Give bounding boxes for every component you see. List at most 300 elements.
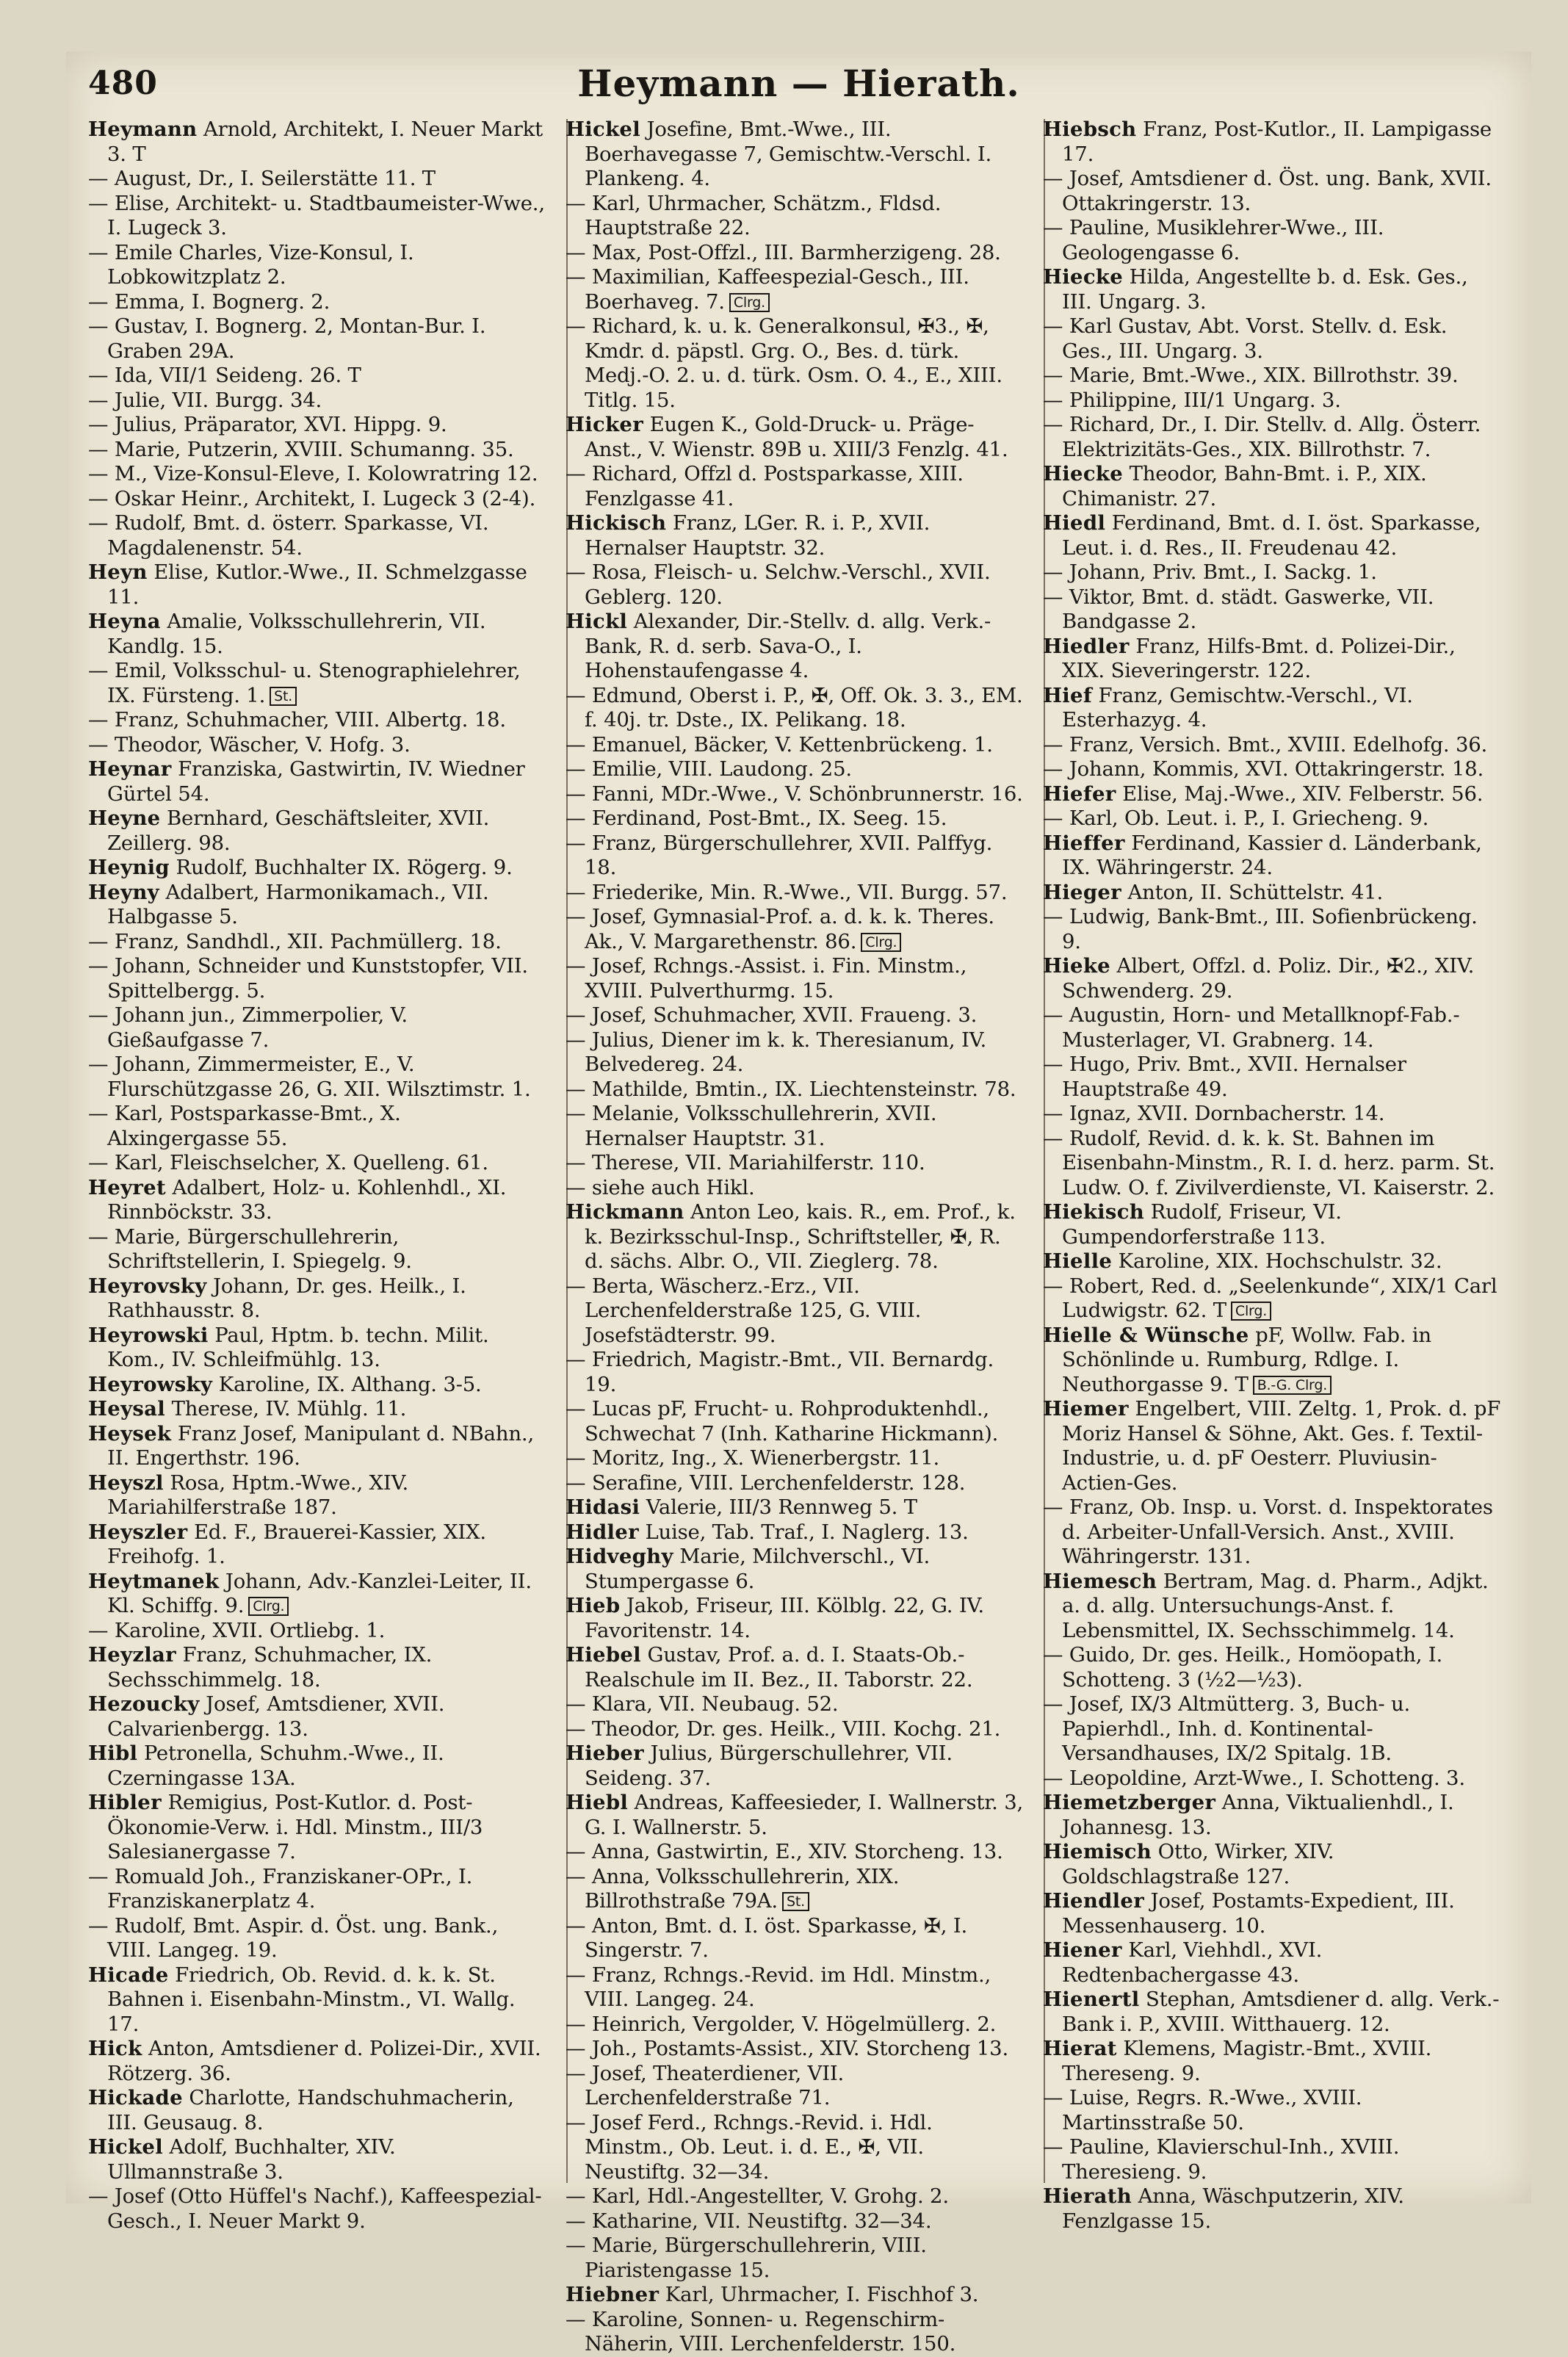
entry-text: — Karoline, Sonnen- u. Regenschirm-Näherin, VIII. Lerchenfelderstr. 150. — [566, 2307, 956, 2356]
entry-badge: St. — [270, 687, 297, 706]
directory-entry — [1043, 684, 1502, 733]
entry-surname: Hielle & Wünsche — [1043, 1323, 1249, 1347]
entry-surname: Heymann — [88, 118, 198, 141]
entry-text: Anton Leo, kais. R., em. Prof., k. k. Bezirksschul-Insp., Schriftsteller, ✠, R. d. sächs. Albr. O., VII. Zieglerg. 78. — [585, 1200, 1016, 1273]
entry-surname: Hieber — [566, 1741, 644, 1765]
entry-surname: Hickel — [566, 118, 640, 141]
entry-text: — Rudolf, Bmt. Aspir. d. Öst. ung. Bank., VIII. Langeg. 19. — [88, 1913, 499, 1962]
directory-entry — [566, 1545, 1025, 1594]
directory-entry — [1043, 635, 1502, 684]
entry-text: pF, Wollw. Fab. in Schönlinde u. Rumburg, Rdlge. I. Neuthorgasse 9. T — [1062, 1323, 1431, 1396]
entry-text: — M., Vize-Konsul-Eleve, I. Kolowratring 12. — [88, 462, 538, 486]
entry-badge: Clrg. — [861, 933, 901, 952]
entry-text: — Karl, Fleischselcher, X. Quelleng. 61. — [88, 1151, 488, 1174]
entry-text: Karoline, IX. Althang. 3-5. — [218, 1372, 482, 1396]
directory-entry — [566, 1471, 1025, 1496]
entry-text: — siehe auch Hikl. — [566, 1175, 755, 1199]
directory-entry — [1043, 2184, 1502, 2234]
directory-entry — [88, 241, 547, 290]
directory-entry — [566, 1274, 1025, 1349]
entry-text: — Maximilian, Kaffeespezial-Gesch., III. Boerhaveg. 7. — [566, 265, 969, 314]
directory-entry — [1043, 389, 1502, 414]
entry-text: — Moritz, Ing., X. Wienerbergstr. 11. — [566, 1446, 940, 1470]
entry-surname: Hiebner — [566, 2283, 660, 2306]
entry-text: — Ferdinand, Post-Bmt., IX. Seeg. 15. — [566, 806, 947, 830]
directory-entry — [566, 2234, 1025, 2283]
directory-entry — [566, 2308, 1025, 2357]
directory-entry — [1043, 167, 1502, 216]
directory-entry — [88, 1471, 547, 1520]
directory-entry — [566, 1028, 1025, 1078]
entry-text: Luise, Tab. Traf., I. Naglerg. 13. — [645, 1520, 969, 1544]
entry-text: Alexander, Dir.-Stellv. d. allg. Verk.-Bank, R. d. serb. Sava-O., I. Hohenstaufengasse 4. — [585, 610, 991, 682]
entry-text: — Emile Charles, Vize-Konsul, I. Lobkowitzplatz 2. — [88, 240, 414, 289]
directory-entry — [1043, 2086, 1502, 2135]
entry-surname: Heyna — [88, 610, 161, 633]
entry-surname: Hiebsch — [1043, 118, 1137, 141]
entry-surname: Hickade — [88, 2086, 183, 2109]
entry-badge: Clrg. — [248, 1597, 289, 1616]
entry-text: — Ignaz, XVII. Dornbacherstr. 14. — [1043, 1102, 1385, 1125]
entry-text: Franz, Post-Kutlor., II. Lampigasse 17. — [1062, 118, 1492, 166]
entry-text: — Friedrich, Magistr.-Bmt., VII. Bernardg. 19. — [566, 1348, 994, 1396]
entry-text: Anton, Amtsdiener d. Polizei-Dir., XVII. Rötzerg. 36. — [107, 2037, 541, 2085]
entry-surname: Hidveghy — [566, 1545, 673, 1568]
directory-entry — [566, 1078, 1025, 1102]
entry-text: — Friederike, Min. R.-Wwe., VII. Burgg. 57. — [566, 880, 1008, 904]
directory-entry — [88, 2086, 547, 2135]
directory-entry — [88, 1274, 547, 1324]
directory-entry — [88, 1520, 547, 1570]
entry-surname: Hiefer — [1043, 782, 1116, 806]
entry-text: Eugen K., Gold-Druck- u. Präge-Anst., V. Wienstr. 89B u. XIII/3 Fenzlg. 41. — [585, 413, 1008, 461]
entry-text: Amalie, Volksschullehrerin, VII. Kandlg. 15. — [107, 610, 486, 658]
entry-surname: Hickl — [566, 610, 628, 633]
column-1 — [88, 118, 547, 2233]
page-number: 480 — [88, 65, 158, 102]
entry-text: Hilda, Angestellte b. d. Esk. Ges., III. Ungarg. 3. — [1062, 265, 1468, 314]
directory-entry — [566, 610, 1025, 684]
entry-text: — Josef, Amtsdiener d. Öst. ung. Bank, XVII. Ottakringerstr. 13. — [1043, 167, 1492, 215]
entry-text: Franz, LGer. R. i. P., XVII. Hernalser Hauptstr. 32. — [585, 511, 931, 560]
entry-text: Bertram, Mag. d. Pharm., Adjkt. a. d. allg. Untersuchungs-Anst. f. Lebensmittel, IX. Sechsschimmelg. 14. — [1062, 1569, 1489, 1642]
entry-text: — Anna, Gastwirtin, E., XIV. Storcheng. 13. — [566, 1840, 1003, 1863]
entry-surname: Hief — [1043, 683, 1092, 707]
entry-text: Arnold, Architekt, I. Neuer Markt 3. T — [107, 118, 543, 166]
entry-text: Anna, Viktualienhdl., I. Johannesg. 13. — [1062, 1791, 1454, 1839]
entry-text: Franz, Schuhmacher, IX. Sechsschimmelg. 18. — [107, 1643, 433, 1692]
entry-text: Anton, II. Schüttelstr. 41. — [1127, 880, 1384, 904]
entry-text: — Julius, Präparator, XVI. Hippg. 9. — [88, 413, 447, 436]
entry-text: — Julius, Diener im k. k. Theresianum, IV. Belvedereg. 24. — [566, 1028, 987, 1076]
directory-entry — [566, 831, 1025, 881]
entry-surname: Heyszl — [88, 1470, 164, 1495]
entry-text: — Karl, Postsparkasse-Bmt., X. Alxingergasse 55. — [88, 1102, 401, 1150]
directory-entry — [88, 1102, 547, 1151]
entry-text: Franz, Gemischtw.-Verschl., VI. Esterhazyg. 4. — [1062, 683, 1413, 732]
entry-text: — Josef, Gymnasial-Prof. a. d. k. k. Theres. Ak., V. Margarethenstr. 86. — [566, 905, 994, 953]
entry-text: Franz, Hilfs-Bmt. d. Polizei-Dir., XIX. Sieveringerstr. 122. — [1062, 634, 1456, 682]
entry-surname: Heyzlar — [88, 1643, 176, 1667]
entry-text: Remigius, Post-Kutlor. d. Post-Ökonomie-Verw. i. Hdl. Minstm., III/3 Salesianergasse 7. — [107, 1791, 483, 1863]
entry-surname: Hickel — [88, 2135, 163, 2159]
entry-text: Stephan, Amtsdiener d. allg. Verk.-Bank i. P., XVIII. Witthauerg. 12. — [1062, 1988, 1500, 2036]
entry-surname: Hielle — [1043, 1249, 1113, 1273]
entry-surname: Hiecke — [1043, 462, 1124, 486]
directory-entry — [1043, 1200, 1502, 1249]
directory-entry — [566, 1643, 1025, 1692]
entry-text: — Josef (Otto Hüffel's Nachf.), Kaffeespezial-Gesch., I. Neuer Markt 9. — [88, 2184, 542, 2233]
entry-surname: Hezoucky — [88, 1692, 200, 1716]
entry-text: — Leopoldine, Arzt-Wwe., I. Schotteng. 3. — [1043, 1766, 1465, 1790]
directory-entry — [1043, 1791, 1502, 1840]
directory-entry — [1043, 1274, 1502, 1324]
directory-entry — [566, 1151, 1025, 1176]
directory-entry — [88, 806, 547, 856]
entry-text: — Elise, Architekt- u. Stadtbaumeister-Wwe., I. Lugeck 3. — [88, 191, 545, 239]
directory-entry — [1043, 585, 1502, 635]
directory-entry — [1043, 1102, 1502, 1127]
directory-entry — [88, 438, 547, 463]
entry-text: — Johann, Schneider und Kunststopfer, VII. Spittelbergg. 5. — [88, 954, 528, 1003]
directory-entry — [88, 314, 547, 364]
entry-surname: Hidasi — [566, 1495, 640, 1519]
directory-entry — [566, 1102, 1025, 1151]
directory-entry — [1043, 806, 1502, 831]
directory-entry — [566, 2209, 1025, 2234]
entry-text: — Robert, Red. d. „Seelenkunde“, XIX/1 Carl Ludwigstr. 62. T — [1043, 1274, 1497, 1322]
directory-entry — [566, 1348, 1025, 1397]
entry-text: — Marie, Bmt.-Wwe., XIX. Billrothstr. 39. — [1043, 364, 1459, 387]
entry-text: — Anton, Bmt. d. I. öst. Sparkasse, ✠, I. Singerstr. 7. — [566, 1913, 968, 1962]
directory-entry — [566, 1717, 1025, 1742]
directory-entry — [566, 782, 1025, 807]
directory-page — [66, 51, 1531, 2356]
directory-entry — [566, 1446, 1025, 1471]
entry-surname: Hieb — [566, 1594, 621, 1617]
entry-text: Rudolf, Buchhalter IX. Rögerg. 9. — [176, 856, 513, 879]
directory-entry — [88, 1003, 547, 1053]
directory-entry — [566, 462, 1025, 511]
directory-entry — [566, 265, 1025, 314]
directory-entry — [1043, 1840, 1502, 1889]
column-2 — [566, 118, 1025, 2356]
directory-entry — [1043, 782, 1502, 807]
directory-entry — [88, 1643, 547, 1692]
entry-surname: Heyn — [88, 560, 148, 584]
directory-entry — [566, 684, 1025, 733]
directory-entry — [1043, 831, 1502, 881]
entry-text: Gustav, Prof. a. d. I. Staats-Ob.-Realschule im II. Bez., II. Taborstr. 22. — [585, 1643, 973, 1692]
entry-surname: Hiendler — [1043, 1889, 1144, 1913]
entry-text: — Guido, Dr. ges. Heilk., Homöopath, I. Schotteng. 3 (½2—½3). — [1043, 1643, 1442, 1692]
entry-surname: Hiekisch — [1043, 1200, 1145, 1224]
entry-text: Franziska, Gastwirtin, IV. Wiedner Gürtel 54. — [107, 757, 525, 806]
entry-text: Adolf, Buchhalter, XIV. Ullmannstraße 3. — [107, 2135, 396, 2184]
directory-entry — [566, 511, 1025, 560]
entry-text: — Hugo, Priv. Bmt., XVII. Hernalser Hauptstraße 49. — [1043, 1053, 1406, 1101]
entry-text: — Klara, VII. Neubaug. 52. — [566, 1692, 839, 1716]
directory-entry — [566, 1963, 1025, 2013]
directory-entry — [566, 1692, 1025, 1717]
directory-entry — [566, 954, 1025, 1003]
entry-text: — Rudolf, Revid. d. k. k. St. Bahnen im Eisenbahn-Minstm., R. I. d. herz. parm. St. Ludw. O. f. Zivilverdienste, VI. Kaiserstr. 2. — [1043, 1126, 1495, 1199]
entry-text: — Franz, Rchngs.-Revid. im Hdl. Minstm., VIII. Langeg. 24. — [566, 1963, 991, 2011]
directory-entry — [1043, 1988, 1502, 2037]
entry-text: — Marie, Bürgerschullehrerin, VIII. Piaristengasse 15. — [566, 2234, 927, 2282]
directory-entry — [1043, 1938, 1502, 1988]
entry-text: — Theodor, Dr. ges. Heilk., VIII. Kochg. 21. — [566, 1717, 1001, 1741]
entry-text: — Augustin, Horn- und Metallknopf-Fab.-Musterlager, VI. Grabnerg. 14. — [1043, 1003, 1460, 1052]
directory-entry — [566, 2283, 1025, 2308]
directory-entry — [88, 757, 547, 806]
directory-entry — [1043, 511, 1502, 560]
entry-text: — Richard, Dr., I. Dir. Stellv. d. Allg. Österr. Elektrizitäts-Ges., XIX. Billrothstr. 7. — [1043, 413, 1481, 461]
entry-surname: Heyrovsky — [88, 1274, 207, 1298]
directory-entry — [1043, 1397, 1502, 1495]
directory-entry — [88, 167, 547, 192]
entry-text: — Richard, Offzl d. Postsparkasse, XIII. Fenzlgasse 41. — [566, 462, 964, 510]
entry-text: — Emil, Volksschul- u. Stenographielehrer, IX. Fürsteng. 1. — [88, 659, 521, 707]
entry-text: — Richard, k. u. k. Generalkonsul, ✠3., ✠, Kmdr. d. päpstl. Grg. O., Bes. d. türk. Medj.-O. 2. u. d. türk. Osm. O. 4., E., XIII. Titlg. 15. — [566, 314, 1002, 412]
directory-entry — [1043, 1003, 1502, 1053]
directory-entry — [88, 610, 547, 659]
directory-entry — [566, 1176, 1025, 1201]
directory-entry — [88, 487, 547, 512]
directory-entry — [88, 2184, 547, 2234]
entry-text: — Gustav, I. Bognerg. 2, Montan-Bur. I. Graben 29A. — [88, 314, 486, 363]
entry-text: — Lucas pF, Frucht- u. Rohproduktenhdl., Schwechat 7 (Inh. Katharine Hickmann). — [566, 1397, 999, 1445]
directory-entry — [88, 462, 547, 487]
entry-text: Karoline, XIX. Hochschulstr. 32. — [1118, 1249, 1442, 1273]
entry-text: — Josef, Theaterdiener, VII. Lerchenfelderstraße 71. — [566, 2061, 845, 2109]
directory-entry — [1043, 1249, 1502, 1274]
directory-entry — [88, 192, 547, 241]
directory-entry — [1043, 1495, 1502, 1570]
entry-surname: Heynar — [88, 757, 172, 781]
entry-text: Valerie, III/3 Rennweg 5. T — [646, 1495, 917, 1519]
entry-text: Elise, Kutlor.-Wwe., II. Schmelzgasse 11. — [107, 560, 527, 609]
entry-text: — Pauline, Musiklehrer-Wwe., III. Geologengasse 6. — [1043, 216, 1384, 264]
entry-text: — Marie, Putzerin, XVIII. Schumanng. 35. — [88, 437, 514, 461]
entry-text: — Joh., Postamts-Assist., XIV. Storcheng 13. — [566, 2037, 1009, 2060]
entry-text: — Johann, Kommis, XVI. Ottakringerstr. 18. — [1043, 757, 1484, 781]
entry-surname: Hidler — [566, 1520, 639, 1544]
entry-surname: Heytmanek — [88, 1569, 220, 1593]
directory-entry — [566, 1865, 1025, 1914]
directory-entry — [88, 364, 547, 389]
entry-text: Theodor, Bahn-Bmt. i. P., XIX. Chimanistr. 27. — [1062, 462, 1427, 510]
entry-text: Josef, Amtsdiener, XVII. Calvarienbergg. 13. — [107, 1692, 445, 1741]
directory-entry — [566, 413, 1025, 462]
entry-text: — Edmund, Oberst i. P., ✠, Off. Ok. 3. 3., EM. f. 40j. tr. Dste., IX. Pelikang. 18. — [566, 683, 1023, 732]
directory-entry — [566, 1594, 1025, 1643]
directory-entry — [566, 881, 1025, 906]
entry-text: — Romuald Joh., Franziskaner-OPr., I. Franziskanerplatz 4. — [88, 1864, 473, 1913]
entry-text: — Rosa, Fleisch- u. Selchw.-Verschl., XVII. Geblerg. 120. — [566, 560, 991, 609]
directory-entry — [1043, 881, 1502, 906]
entry-text: — Johann, Priv. Bmt., I. Sackg. 1. — [1043, 560, 1377, 584]
entry-surname: Hiener — [1043, 1938, 1122, 1962]
entry-text: Ed. F., Brauerei-Kassier, XIX. Freihofg. 1. — [107, 1520, 486, 1568]
entry-text: — Emanuel, Bäcker, V. Kettenbrückeng. 1. — [566, 732, 993, 757]
entry-text: Albert, Offzl. d. Poliz. Dir., ✠2., XIV. Schwenderg. 29. — [1062, 954, 1475, 1003]
entry-surname: Heyrowski — [88, 1323, 209, 1347]
entry-text: — Franz, Schuhmacher, VIII. Albertg. 18. — [88, 708, 506, 732]
entry-text: — Viktor, Bmt. d. städt. Gaswerke, VII. Bandgasse 2. — [1043, 585, 1434, 633]
directory-entry — [566, 905, 1025, 954]
directory-entry — [1043, 1324, 1502, 1398]
entry-text: — Max, Post-Offzl., III. Barmherzigeng. 28. — [566, 240, 1001, 264]
entry-text: Johann, Adv.-Kanzlei-Leiter, II. Kl. Schiffg. 9. — [107, 1569, 532, 1617]
directory-entry — [88, 1692, 547, 1741]
directory-entry — [566, 2184, 1025, 2209]
entry-text: Klemens, Magistr.-Bmt., XVIII. Thereseng. 9. — [1062, 2037, 1432, 2085]
directory-entry — [88, 1570, 547, 1619]
directory-entry — [566, 1397, 1025, 1446]
directory-entry — [1043, 1127, 1502, 1201]
entry-text: — Karl, Hdl.-Angestellter, V. Grohg. 2. — [566, 2184, 949, 2208]
entry-text: Jakob, Friseur, III. Kölblg. 22, G. IV. Favoritenstr. 14. — [585, 1594, 984, 1642]
entry-surname: Hibl — [88, 1741, 138, 1765]
entry-surname: Hiebl — [566, 1791, 629, 1814]
entry-text: Marie, Milchverschl., VI. Stumpergasse 6. — [585, 1545, 931, 1593]
entry-text: Ferdinand, Bmt. d. I. öst. Sparkasse, Leut. i. d. Res., II. Freudenau 42. — [1062, 511, 1481, 560]
directory-entry — [88, 290, 547, 315]
entry-text: — Josef Ferd., Rchngs.-Revid. i. Hdl. Minstm., Ob. Leut. i. d. E., ✠, VII. Neustiftg. 32—34. — [566, 2110, 933, 2184]
entry-text: Rosa, Hptm.-Wwe., XIV. Mariahilferstraße 187. — [107, 1470, 408, 1519]
entry-text: — Pauline, Klavierschul-Inh., XVIII. Theresieng. 9. — [1043, 2135, 1400, 2184]
directory-entry — [1043, 2135, 1502, 2184]
directory-entry — [88, 1373, 547, 1398]
entry-text: — Karoline, XVII. Ortliebg. 1. — [88, 1618, 386, 1642]
entry-text: Bernhard, Geschäftsleiter, XVII. Zeillerg. 98. — [107, 806, 490, 855]
entry-text: — Franz, Sandhdl., XII. Pachmüllerg. 18. — [88, 929, 502, 953]
entry-text: Engelbert, VIII. Zeltg. 1, Prok. d. pF Moriz Hansel & Söhne, Akt. Ges. f. Textil-Industrie, u. d. pF Oesterr. Pluviusin-Actien-Ges. — [1062, 1397, 1501, 1495]
directory-entry — [1043, 1766, 1502, 1791]
entry-text: — Theodor, Wäscher, V. Hofg. 3. — [88, 732, 411, 757]
directory-entry — [566, 2013, 1025, 2037]
directory-entry — [88, 413, 547, 438]
entry-text: — Ludwig, Bank-Bmt., III. Sofienbrückeng. 9. — [1043, 905, 1478, 953]
directory-entry — [88, 1324, 547, 1373]
entry-badge: Clrg. — [1231, 1302, 1271, 1321]
directory-entry — [88, 1619, 547, 1644]
directory-entry — [88, 856, 547, 881]
entry-text: Paul, Hptm. b. techn. Milit. Kom., IV. Schleifmühlg. 13. — [107, 1323, 489, 1371]
entry-text: Ferdinand, Kassier d. Länderbank, IX. Währingerstr. 24. — [1062, 831, 1482, 879]
entry-text: Karl, Uhrmacher, I. Fischhof 3. — [665, 2283, 979, 2306]
entry-surname: Hiecke — [1043, 265, 1124, 289]
entry-text: — Fanni, MDr.-Wwe., V. Schönbrunnerstr. 16. — [566, 782, 1023, 806]
entry-text: — Anna, Volksschullehrerin, XIX. Billrothstraße 79A. — [566, 1864, 900, 1913]
entry-text: — Karl Gustav, Abt. Vorst. Stellv. d. Esk. Ges., III. Ungarg. 3. — [1043, 314, 1448, 363]
entry-surname: Hiemesch — [1043, 1569, 1157, 1593]
entry-text: — Philippine, III/1 Ungarg. 3. — [1043, 388, 1341, 412]
entry-text: Franz Josef, Manipulant d. NBahn., II. Engerthstr. 196. — [107, 1421, 534, 1470]
entry-surname: Hiemetzberger — [1043, 1791, 1216, 1814]
entry-surname: Hibler — [88, 1791, 162, 1814]
entry-text: — Johann jun., Zimmerpolier, V. Gießaufgasse 7. — [88, 1003, 408, 1052]
entry-surname: Hienertl — [1043, 1988, 1140, 2011]
entry-text: — Karl, Uhrmacher, Schätzm., Fldsd. Hauptstraße 22. — [566, 191, 942, 239]
directory-entry — [566, 1495, 1025, 1520]
entry-text: — Josef, IX/3 Altmütterg. 3, Buch- u. Papierhdl., Inh. d. Kontinental-Versandhauses, IX/2 Spitalg. 1B. — [1043, 1692, 1411, 1765]
directory-entry — [1043, 1692, 1502, 1766]
entry-text: — Serafine, VIII. Lerchenfelderstr. 128. — [566, 1470, 966, 1495]
entry-text: Andreas, Kaffeesieder, I. Wallnerstr. 3, G. I. Wallnerstr. 5. — [585, 1791, 1024, 1839]
entry-surname: Hickisch — [566, 511, 667, 535]
entry-surname: Hicade — [88, 1963, 169, 1987]
entry-badge: B.-G. Clrg. — [1253, 1376, 1332, 1395]
entry-text: — Therese, VII. Mariahilferstr. 110. — [566, 1151, 925, 1174]
directory-entry — [88, 659, 547, 708]
entry-text: — Karl, Ob. Leut. i. P., I. Griecheng. 9. — [1043, 806, 1429, 830]
entry-surname: Hierath — [1043, 2184, 1132, 2208]
directory-entry — [88, 2135, 547, 2184]
directory-entry — [566, 118, 1025, 192]
entry-surname: Heyszler — [88, 1520, 188, 1544]
entry-surname: Heyne — [88, 806, 161, 830]
directory-entry — [1043, 560, 1502, 585]
directory-entry — [88, 1397, 547, 1422]
entry-text: — Katharine, VII. Neustiftg. 32—34. — [566, 2209, 932, 2233]
directory-entry — [1043, 1889, 1502, 1938]
entry-surname: Heynig — [88, 856, 170, 879]
entry-text: — Franz, Ob. Insp. u. Vorst. d. Inspektorates d. Arbeiter-Unfall-Versich. Anst., XVIII. Währingerstr. 131. — [1043, 1495, 1493, 1568]
entry-text: — Mathilde, Bmtin., IX. Liechtensteinstr. 78. — [566, 1077, 1016, 1101]
directory-entry — [88, 2037, 547, 2086]
entry-text: Otto, Wirker, XIV. Goldschlagstraße 127. — [1062, 1840, 1334, 1888]
directory-entry — [88, 1914, 547, 1963]
directory-entry — [88, 930, 547, 955]
directory-entry — [566, 192, 1025, 241]
entry-surname: Hicker — [566, 413, 644, 436]
directory-entry — [566, 806, 1025, 831]
entry-text: Adalbert, Holz- u. Kohlenhdl., XI. Rinnböckstr. 33. — [107, 1175, 507, 1224]
directory-entry — [566, 1003, 1025, 1028]
directory-entry — [1043, 216, 1502, 265]
entry-surname: Hieke — [1043, 954, 1110, 978]
directory-entry — [88, 1053, 547, 1102]
directory-entry — [1043, 314, 1502, 364]
directory-entry — [88, 560, 547, 610]
entry-surname: Heysal — [88, 1397, 166, 1421]
entry-text: Karl, Viehhdl., XVI. Redtenbachergasse 43. — [1062, 1938, 1323, 1987]
entry-surname: Hieger — [1043, 880, 1121, 904]
entry-surname: Hieffer — [1043, 831, 1125, 855]
directory-entry — [1043, 905, 1502, 954]
columns — [88, 118, 1509, 2356]
entry-text: — Ida, VII/1 Seideng. 26. T — [88, 364, 361, 387]
entry-surname: Hiedl — [1043, 511, 1106, 535]
entry-surname: Heyret — [88, 1175, 166, 1199]
directory-entry — [1043, 757, 1502, 782]
directory-entry — [88, 708, 547, 733]
directory-entry — [88, 1741, 547, 1791]
entry-surname: Hiedler — [1043, 634, 1130, 658]
entry-surname: Hick — [88, 2037, 142, 2060]
entry-text: Therese, IV. Mühlg. 11. — [171, 1397, 407, 1421]
entry-text: — Josef, Rchngs.-Assist. i. Fin. Minstm., XVIII. Pulverthurmg. 15. — [566, 954, 967, 1003]
entry-text: Rudolf, Friseur, VI. Gumpendorferstraße 113. — [1062, 1200, 1342, 1249]
entry-surname: Hiemer — [1043, 1397, 1129, 1421]
directory-entry — [88, 1176, 547, 1225]
entry-surname: Heyny — [88, 880, 159, 904]
directory-entry — [566, 733, 1025, 758]
entry-text: Josefine, Bmt.-Wwe., III. Boerhavegasse 7, Gemischtw.-Verschl. I. Plankeng. 4. — [585, 118, 992, 190]
entry-text: Petronella, Schuhm.-Wwe., II. Czerningasse 13A. — [107, 1741, 444, 1790]
